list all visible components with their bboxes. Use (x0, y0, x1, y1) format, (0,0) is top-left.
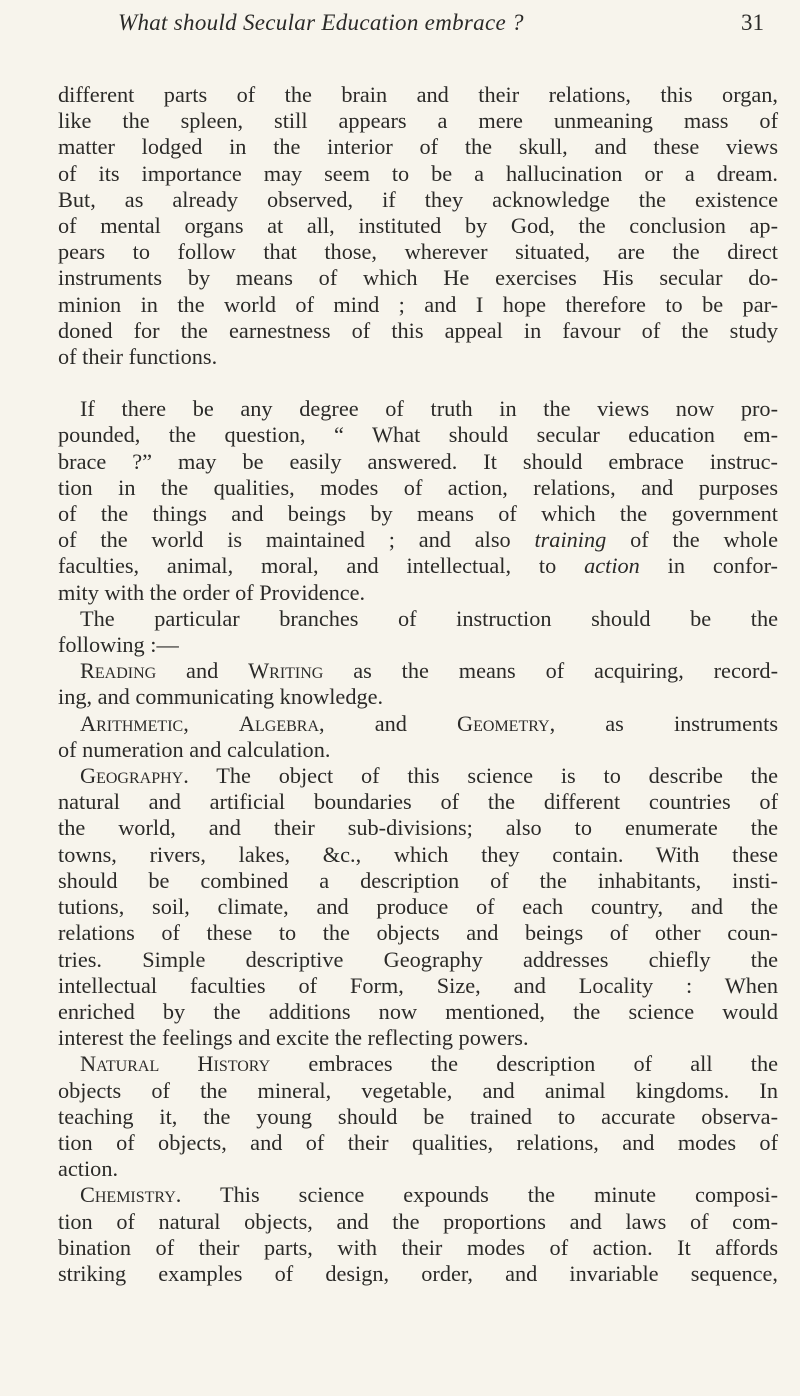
text-segment: , (183, 710, 239, 736)
text-line: If there be any degree of truth in the views now pro- (80, 396, 778, 422)
text-line: tries. Simple descriptive Geography addresses chiefly the (58, 946, 778, 972)
text-line (58, 763, 778, 789)
text-line: matter lodged in the interior of the skull, and these views (58, 134, 778, 160)
text-line: The particular branches of instruction should be the (80, 605, 778, 631)
subject-heading: Writing (248, 658, 324, 684)
text-line (58, 553, 778, 579)
text-segment: of the whole (606, 527, 778, 553)
text-line: the world, and their sub-divisions; also to enumerate the (58, 815, 778, 841)
text-segment: . The object of this science is to describe the (183, 763, 778, 789)
text-segment: and (156, 658, 249, 684)
text-line: different parts of the brain and their relations, this organ, (58, 82, 778, 107)
text-line: tion of objects, and of their qualities, relations, and modes of (58, 1129, 778, 1155)
text-line: towns, rivers, lakes, &c., which they contain. With these (58, 841, 778, 867)
text-line: action. (58, 1156, 119, 1182)
text-line: of numeration and calculation. (58, 736, 331, 762)
text-line: brace ?” may be easily answered. It should embrace instruc- (58, 448, 778, 474)
text-line: bination of their parts, with their modes of action. It affords (58, 1234, 778, 1260)
text-segment: , as instruments (549, 710, 778, 736)
text-line (58, 1051, 778, 1077)
text-line: of the things and beings by means of which the government (58, 501, 778, 527)
body-text (58, 82, 778, 1287)
text-line: following :— (58, 632, 179, 658)
text-line: intellectual faculties of Form, Size, and Locality : When (58, 972, 778, 998)
text-line (58, 658, 778, 684)
text-line: tutions, soil, climate, and produce of each country, and the (58, 894, 778, 920)
text-line: striking examples of design, order, and invariable sequence, (58, 1260, 778, 1286)
text-line: enriched by the additions now mentioned, the science would (58, 998, 778, 1024)
text-segment: , and (319, 710, 458, 736)
text-line: But, as already observed, if they acknowledge the existence (58, 186, 778, 212)
page-number: 31 (741, 10, 764, 35)
subject-heading: Arithmetic (80, 710, 184, 736)
text-line: doned for the earnestness of this appeal in favour of the study (58, 317, 778, 343)
text-line: teaching it, the young should be trained to accurate observa- (58, 1103, 778, 1129)
text-line: like the spleen, still appears a mere unmeaning mass of (58, 108, 778, 134)
subject-heading: Natural History (80, 1051, 271, 1077)
text-line: of their functions. (58, 344, 218, 370)
text-line: should be combined a description of the inhabitants, insti- (58, 867, 778, 893)
text-line: instruments by means of which He exercises His secular do- (58, 265, 778, 291)
subject-heading: Reading (80, 658, 157, 684)
text-segment: of the world is maintained ; and also (58, 527, 535, 553)
text-line: of mental organs at all, instituted by God, the conclusion ap- (58, 213, 778, 239)
text-segment: in confor- (639, 553, 778, 579)
text-segment: faculties, animal, moral, and intellectual, to (58, 553, 585, 579)
text-line: mity with the order of Providence. (58, 579, 366, 605)
text-line: of its importance may seem to be a hallucination or a dream. (58, 160, 778, 186)
subject-heading: Geometry (457, 710, 550, 736)
text-line: interest the feelings and excite the reflecting powers. (58, 1025, 529, 1051)
text-line: pounded, the question, “ What should secular education em- (58, 422, 778, 448)
text-line (58, 711, 778, 737)
text-line: pears to follow that those, wherever situated, are the direct (58, 239, 778, 265)
text-line: relations of these to the objects and beings of other coun- (58, 920, 778, 946)
running-title: What should Secular Education embrace ? (118, 10, 524, 35)
subject-heading: Chemistry (80, 1182, 176, 1208)
text-segment: . This science expounds the minute composi- (175, 1182, 778, 1208)
running-header (118, 8, 764, 44)
emphasis: training (534, 527, 607, 553)
text-segment: embraces the description of all the (270, 1051, 778, 1077)
text-line: tion of natural objects, and the proportions and laws of com- (58, 1208, 778, 1234)
text-segment: as the means of acquiring, record- (323, 658, 778, 684)
text-line: minion in the world of mind ; and I hope therefore to be par- (58, 291, 778, 317)
text-line: ing, and communicating knowledge. (58, 684, 384, 710)
text-line (58, 527, 778, 553)
text-line: tion in the qualities, modes of action, relations, and purposes (58, 474, 778, 500)
text-line: natural and artificial boundaries of the different countries of (58, 789, 778, 815)
paragraph-gap (58, 370, 778, 396)
subject-heading: Geography (80, 763, 184, 789)
subject-heading: Algebra (238, 710, 320, 736)
text-line (58, 1182, 778, 1208)
text-line: objects of the mineral, vegetable, and animal kingdoms. In (58, 1077, 778, 1103)
emphasis: action (584, 553, 640, 579)
